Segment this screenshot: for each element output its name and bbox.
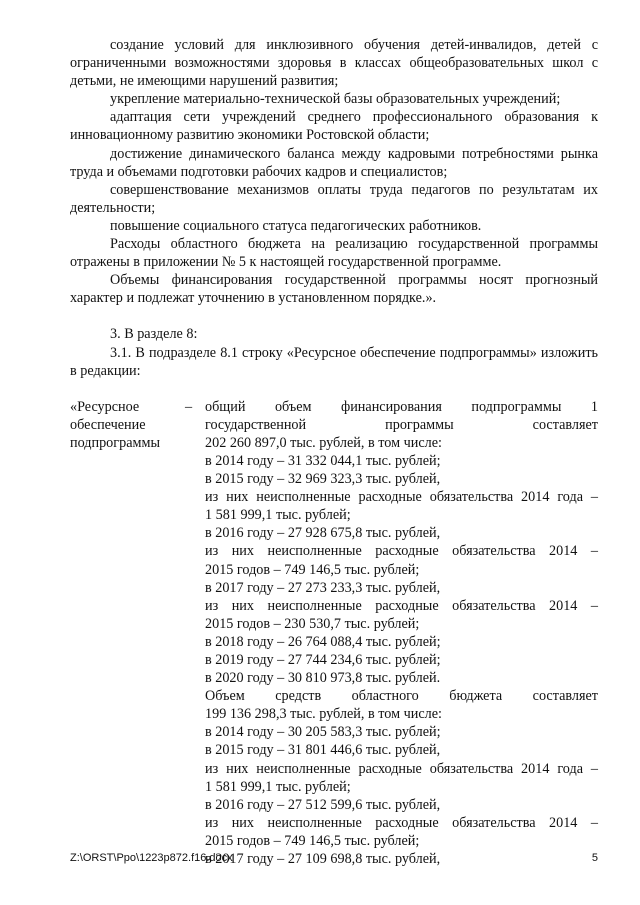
file-path: Z:\ORST\Ppo\1223p872.f16.docx [70,852,233,864]
table-line: 1 581 999,1 тыс. рублей; [205,778,351,795]
subsection-text: 3.1. В подразделе 8.1 строку «Ресурсное обеспечение подпрограммы» изложить в редакции: [70,344,598,379]
table-line: в 2014 году – 30 205 583,3 тыс. рублей; [205,724,441,741]
table-line: в 2017 году – 27 109 698,8 тыс. рублей, [205,851,441,868]
paragraph: создание условий для инклюзивного обучения детей-инвалидов, детей с ограниченными возможностями здоровья в классах общеобразовательных школ с детьми, не имеющими нарушений развития; [70,37,598,90]
page-number: 5 [591,852,598,864]
table-line: 199 136 298,3 тыс. рублей, в том числе: [205,706,442,723]
left-label-line: обеспечение [70,416,146,433]
table-right-content [205,398,598,868]
resource-table [70,398,598,868]
table-line: из них неисполненные расходные обязательства 2014 года – [205,760,598,777]
table-line: в 2017 году – 27 273 233,3 тыс. рублей, [205,579,441,596]
table-line: из них неисполненные расходные обязательства 2014 – [205,814,598,831]
paragraph: Объемы финансирования государственной программы носят прогнозный характер и подлежат уточнению в установленном порядке.». [70,272,598,307]
section-heading: 3. В разделе 8: [110,326,198,343]
paragraph: совершенствование механизмов оплаты труда педагогов по результатам их деятельности; [70,181,598,216]
page-footer [70,852,598,864]
paragraph: адаптация сети учреждений среднего профессионального образования к инновационному развитию экономики Ростовской области; [70,109,598,144]
table-line: в 2014 году – 31 332 044,1 тыс. рублей; [205,452,441,469]
table-line: 1 581 999,1 тыс. рублей; [205,507,351,524]
table-line: из них неисполненные расходные обязательства 2014 года – [205,489,598,506]
paragraph: повышение социального статуса педагогических работников. [110,217,482,234]
left-label-line: подпрограммы [70,434,160,451]
table-line: Объем средств областного бюджета составляет [205,688,598,705]
table-left-label [70,398,185,868]
table-line: 2015 годов – 230 530,7 тыс. рублей; [205,615,420,632]
paragraph: достижение динамического баланса между кадровыми потребностями рынка труда и объемами подготовки рабочих кадров и специалистов; [70,145,598,180]
paragraph: Расходы областного бюджета на реализацию государственной программы отражены в приложении № 5 к настоящей государственной программе. [70,236,598,271]
paragraph: укрепление материально-технической базы образовательных учреждений; [110,91,561,108]
table-line: 202 260 897,0 тыс. рублей, в том числе: [205,434,442,451]
table-line: в 2016 году – 27 928 675,8 тыс. рублей, [205,525,441,542]
table-line: в 2019 году – 27 744 234,6 тыс. рублей; [205,652,441,668]
table-line: в 2020 году – 30 810 973,8 тыс. рублей. [205,670,441,687]
table-line: 2015 годов – 749 146,5 тыс. рублей; [205,832,420,849]
table-line: 2015 годов – 749 146,5 тыс. рублей; [205,561,420,578]
document-body [70,36,598,868]
table-line: общий объем финансирования подпрограммы 1 государственной программы составляет [205,398,598,433]
table-dash: – [185,398,193,415]
table-line: в 2015 году – 32 969 323,3 тыс. рублей, [205,471,441,488]
table-line: в 2015 году – 31 801 446,6 тыс. рублей, [205,742,441,759]
table-line: из них неисполненные расходные обязательства 2014 – [205,597,598,614]
table-line: в 2018 году – 26 764 088,4 тыс. рублей; [205,633,441,650]
left-label-line: «Ресурсное [70,398,140,415]
table-line: в 2016 году – 27 512 599,6 тыс. рублей, [205,796,441,813]
table-line: из них неисполненные расходные обязательства 2014 – [205,543,598,560]
